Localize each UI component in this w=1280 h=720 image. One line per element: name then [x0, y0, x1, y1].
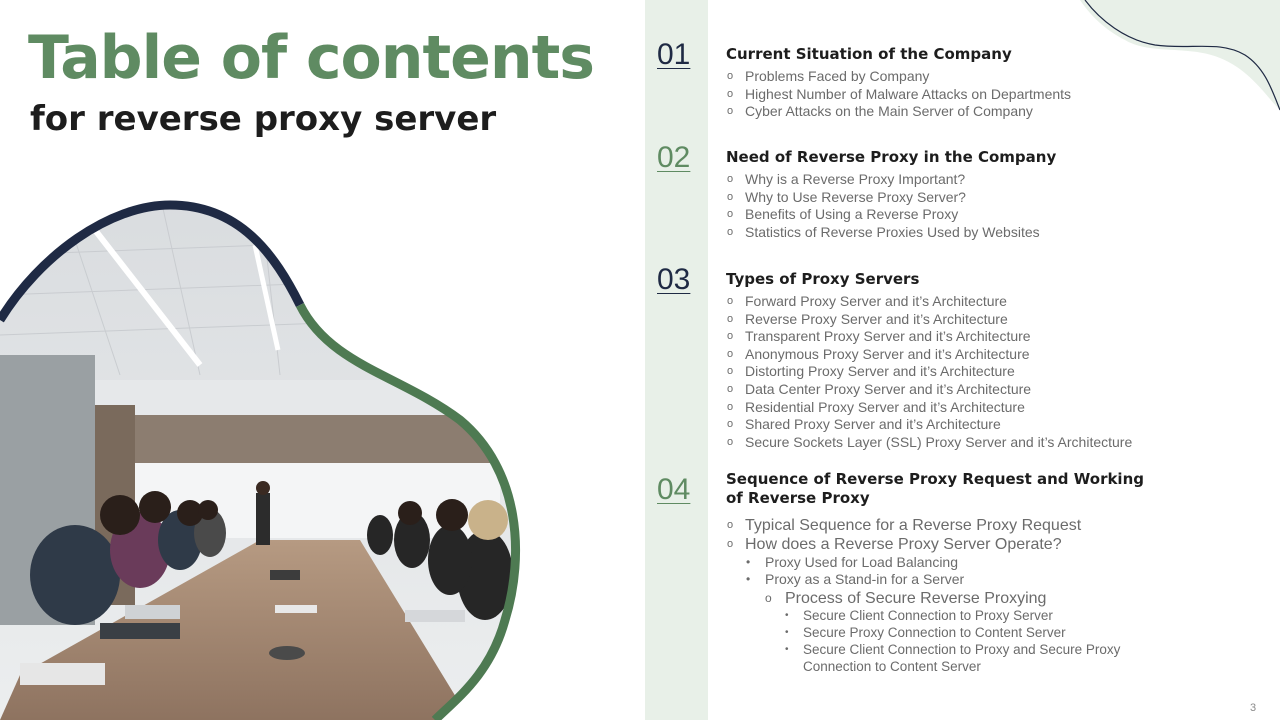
list-item: • Secure Proxy Connection to Content Server: [785, 624, 1120, 641]
list-item: o Data Center Proxy Server and it’s Architecture: [727, 381, 1132, 399]
list-item: o Transparent Proxy Server and it’s Architecture: [727, 328, 1132, 346]
section-number-02: 02: [657, 141, 691, 174]
section-list-03: [727, 293, 1132, 451]
list-item: • Proxy as a Stand-in for a Server: [746, 571, 964, 588]
list-item: o Statistics of Reverse Proxies Used by Websites: [727, 224, 1040, 242]
section-list-01: [727, 68, 1071, 121]
list-item: o Secure Sockets Layer (SSL) Proxy Server and it’s Architecture: [727, 434, 1132, 452]
list-item: • Secure Client Connection to Proxy Server: [785, 607, 1120, 624]
list-item: • Secure Client Connection to Proxy and Secure Proxy: [785, 641, 1120, 658]
section-list-02: [727, 171, 1040, 241]
section-number-01: 01: [657, 38, 691, 71]
section-heading-04-line2: of Reverse Proxy: [726, 489, 870, 507]
list-item: o Cyber Attacks on the Main Server of Company: [727, 103, 1071, 121]
page-subtitle: for reverse proxy server: [30, 99, 497, 139]
list-item: o Benefits of Using a Reverse Proxy: [727, 206, 1040, 224]
section-nested-list-04: [765, 589, 1046, 608]
section-number-03: 03: [657, 263, 691, 296]
list-item-continuation: Connection to Content Server: [803, 659, 981, 674]
page-number: 3: [1250, 702, 1257, 714]
page-title: Table of contents: [28, 23, 594, 93]
section-heading-01: Current Situation of the Company: [726, 45, 1012, 63]
list-item: o Anonymous Proxy Server and it’s Architecture: [727, 346, 1132, 364]
list-item: o Shared Proxy Server and it’s Architecture: [727, 416, 1132, 434]
number-band: [645, 0, 708, 720]
list-item: o Residential Proxy Server and it’s Architecture: [727, 399, 1132, 417]
section-nested-sublist-04: [785, 607, 1120, 675]
list-item: o Process of Secure Reverse Proxying: [765, 589, 1046, 608]
section-heading-02: Need of Reverse Proxy in the Company: [726, 148, 1057, 166]
list-item: o How does a Reverse Proxy Server Operate?: [727, 535, 1081, 554]
list-item: o Reverse Proxy Server and it’s Architecture: [727, 311, 1132, 329]
section-sublist-04: [746, 554, 964, 588]
list-item: o Why is a Reverse Proxy Important?: [727, 171, 1040, 189]
section-number-04: 04: [657, 473, 691, 506]
section-heading-04-line1: Sequence of Reverse Proxy Request and Working: [726, 470, 1144, 488]
corner-wave-decoration: [1080, 0, 1280, 115]
section-list-04: [727, 516, 1081, 554]
list-item: o Distorting Proxy Server and it’s Architecture: [727, 363, 1132, 381]
list-item: o Problems Faced by Company: [727, 68, 1071, 86]
list-item: o Typical Sequence for a Reverse Proxy Request: [727, 516, 1081, 535]
list-item: • Proxy Used for Load Balancing: [746, 554, 964, 571]
meeting-room-photo: [0, 195, 540, 720]
list-item: o Why to Use Reverse Proxy Server?: [727, 189, 1040, 207]
list-item: o Highest Number of Malware Attacks on Departments: [727, 86, 1071, 104]
section-heading-03: Types of Proxy Servers: [726, 270, 920, 288]
list-item: o Forward Proxy Server and it’s Architecture: [727, 293, 1132, 311]
